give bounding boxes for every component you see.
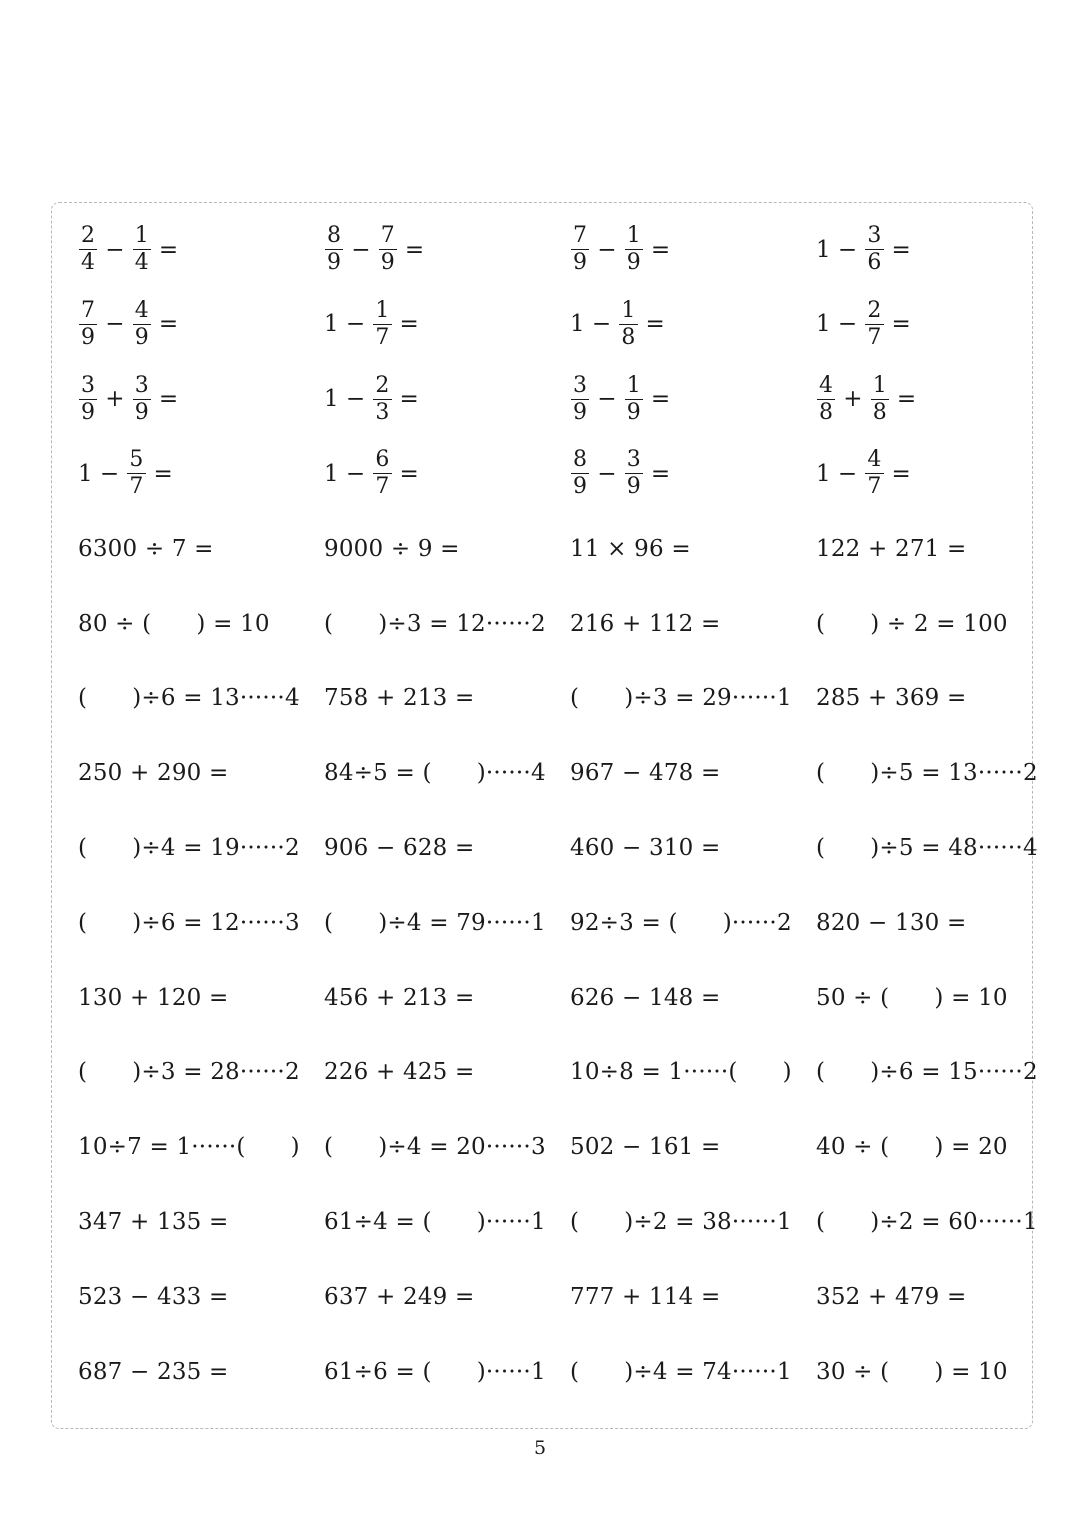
operator: − <box>345 386 366 413</box>
operator: − <box>597 386 617 413</box>
problem-cell <box>78 810 300 885</box>
problem-text: 687 − 235 = <box>78 1358 229 1385</box>
problem-row <box>52 661 1032 736</box>
problem-text: 523 − 433 = <box>78 1283 229 1310</box>
operator: = <box>404 236 425 263</box>
problem-text: 285 + 369 = <box>816 685 967 712</box>
fraction <box>571 373 589 426</box>
problem-cell <box>570 1035 792 1110</box>
denominator: 8 <box>872 399 887 425</box>
numerator: 1 <box>134 223 149 248</box>
problem-text: 30 ÷ ( ) = 10 <box>816 1358 1008 1385</box>
operator: − <box>99 460 120 487</box>
problem-text: 216 + 112 = <box>570 610 721 637</box>
problem-text: ( )÷4 = 20······3 <box>324 1134 546 1161</box>
number: 1 <box>816 236 831 263</box>
operator: = <box>399 311 420 338</box>
denominator: 4 <box>81 250 96 275</box>
problem-text: ( )÷6 = 12······3 <box>78 909 300 936</box>
problem-cell <box>570 960 720 1035</box>
problem-row <box>52 362 1032 437</box>
operator: − <box>105 311 125 338</box>
problem-text: ( )÷5 = 48······4 <box>816 834 1038 861</box>
fraction <box>379 223 397 276</box>
problem-cell <box>324 661 474 736</box>
denominator: 7 <box>375 324 390 350</box>
problem-text: 626 − 148 = <box>570 984 721 1011</box>
fraction <box>625 373 643 426</box>
operator: − <box>837 236 858 263</box>
problem-cell <box>78 1110 300 1185</box>
problem-text: 11 × 96 = <box>570 535 691 562</box>
problem-row <box>52 885 1032 960</box>
fraction <box>133 223 151 276</box>
problem-cell <box>78 1184 228 1259</box>
operator: = <box>650 460 671 487</box>
problem-cell <box>816 1184 1038 1259</box>
denominator: 9 <box>327 250 342 275</box>
numerator: 2 <box>81 223 96 248</box>
problem-text: ( )÷2 = 38······1 <box>570 1208 792 1235</box>
problem-cell <box>570 212 677 287</box>
problem-cell <box>78 362 185 437</box>
problem-cell <box>570 1334 792 1409</box>
problem-cell <box>324 287 426 362</box>
problem-text: 61÷4 = ( )······1 <box>324 1208 546 1235</box>
fraction <box>865 298 883 351</box>
denominator: 7 <box>867 474 882 500</box>
numerator: 3 <box>81 372 96 398</box>
numerator: 2 <box>375 372 390 398</box>
problem-text: 347 + 135 = <box>78 1208 229 1235</box>
problem-cell <box>816 287 918 362</box>
denominator: 9 <box>134 324 149 350</box>
problem-text: 226 + 425 = <box>324 1059 475 1086</box>
operator: − <box>345 311 366 338</box>
problem-text: 777 + 114 = <box>570 1283 721 1310</box>
fraction <box>373 447 391 500</box>
problem-cell <box>570 511 691 586</box>
problem-cell <box>570 1110 720 1185</box>
problem-row <box>52 1110 1032 1185</box>
problem-text: 6300 ÷ 7 = <box>78 535 214 562</box>
numerator: 8 <box>573 447 588 473</box>
problem-cell <box>570 1184 792 1259</box>
fraction <box>373 373 391 426</box>
problem-cell <box>570 362 677 437</box>
problem-cell <box>324 436 426 511</box>
problem-cell <box>570 586 720 661</box>
problem-cell <box>570 287 672 362</box>
numerator: 3 <box>626 447 641 473</box>
problem-cell <box>324 885 546 960</box>
denominator: 4 <box>134 250 149 275</box>
problem-cell <box>78 287 185 362</box>
problem-cell <box>570 810 720 885</box>
problem-row <box>52 1184 1038 1259</box>
number: 1 <box>324 311 339 338</box>
worksheet-frame <box>51 202 1038 1429</box>
fraction <box>571 223 589 276</box>
number: 1 <box>570 311 585 338</box>
problem-text: ( )÷4 = 74······1 <box>570 1358 792 1385</box>
problem-cell <box>78 1334 228 1409</box>
fraction <box>865 223 883 276</box>
problem-cell <box>78 736 228 811</box>
problem-text: ( )÷3 = 29······1 <box>570 685 792 712</box>
denominator: 7 <box>375 474 390 500</box>
problem-text: ( )÷6 = 13······4 <box>78 685 300 712</box>
problem-text: ( )÷4 = 19······2 <box>78 834 300 861</box>
operator: = <box>153 460 174 487</box>
numerator: 3 <box>134 372 149 398</box>
problem-text: ( )÷3 = 28······2 <box>78 1059 300 1086</box>
problem-cell <box>78 586 270 661</box>
denominator: 8 <box>621 324 636 350</box>
numerator: 7 <box>573 223 588 248</box>
problem-row <box>52 511 1032 586</box>
denominator: 6 <box>867 250 882 275</box>
problem-text: 906 − 628 = <box>324 834 475 861</box>
numerator: 8 <box>327 223 342 248</box>
operator: − <box>837 460 858 487</box>
fraction <box>79 298 97 351</box>
problem-cell <box>816 511 966 586</box>
denominator: 9 <box>573 250 588 275</box>
problem-row <box>52 212 1032 287</box>
operator: − <box>105 236 125 263</box>
problem-text: 10÷7 = 1······( ) <box>78 1134 300 1161</box>
numerator: 7 <box>380 223 395 248</box>
problem-text: ( )÷4 = 79······1 <box>324 909 546 936</box>
fraction <box>373 298 391 351</box>
operator: = <box>158 236 179 263</box>
problem-cell <box>816 661 966 736</box>
fraction <box>625 223 643 276</box>
fraction <box>817 373 835 426</box>
problem-cell <box>816 362 923 437</box>
problem-cell <box>816 212 918 287</box>
denominator: 7 <box>129 474 144 500</box>
problem-cell <box>570 436 677 511</box>
operator: − <box>351 236 371 263</box>
problem-text: 92÷3 = ( )······2 <box>570 909 792 936</box>
problem-row <box>52 287 1032 362</box>
problem-text: 250 + 290 = <box>78 760 229 787</box>
problem-text: ( ) ÷ 2 = 100 <box>816 610 1008 637</box>
problem-text: 637 + 249 = <box>324 1283 475 1310</box>
problem-cell <box>816 1035 1038 1110</box>
problem-cell <box>570 661 792 736</box>
problem-cell <box>78 436 180 511</box>
problem-text: 967 − 478 = <box>570 760 721 787</box>
problem-cell <box>78 212 185 287</box>
operator: = <box>645 311 666 338</box>
numerator: 4 <box>134 297 149 323</box>
problem-text: 456 + 213 = <box>324 984 475 1011</box>
problem-cell <box>78 511 214 586</box>
problem-row <box>52 960 1032 1035</box>
problem-text: 84÷5 = ( )······4 <box>324 760 546 787</box>
fraction <box>79 373 97 426</box>
problem-text: 9000 ÷ 9 = <box>324 535 460 562</box>
problem-cell <box>570 1259 720 1334</box>
numerator: 7 <box>81 297 96 323</box>
operator: = <box>158 311 179 338</box>
problem-cell <box>78 885 300 960</box>
numerator: 1 <box>872 372 887 398</box>
number: 1 <box>816 460 831 487</box>
problem-cell <box>816 586 1008 661</box>
denominator: 9 <box>573 474 588 500</box>
problem-row <box>52 810 1038 885</box>
denominator: 3 <box>375 399 390 425</box>
fraction <box>625 447 643 500</box>
problem-cell <box>324 1184 546 1259</box>
problem-cell <box>324 960 474 1035</box>
problem-text: ( )÷2 = 60······1 <box>816 1208 1038 1235</box>
problem-cell <box>816 1110 1008 1185</box>
numerator: 1 <box>626 372 641 398</box>
denominator: 9 <box>81 324 96 350</box>
operator: = <box>891 311 912 338</box>
problem-text: 758 + 213 = <box>324 685 475 712</box>
problem-row <box>52 586 1032 661</box>
problem-cell <box>324 1035 474 1110</box>
operator: = <box>891 460 912 487</box>
problem-text: 40 ÷ ( ) = 20 <box>816 1134 1008 1161</box>
problem-cell <box>816 810 1038 885</box>
denominator: 9 <box>134 399 149 425</box>
operator: − <box>591 311 612 338</box>
problem-cell <box>78 1035 300 1110</box>
denominator: 7 <box>867 324 882 350</box>
number: 1 <box>78 460 93 487</box>
operator: = <box>891 236 912 263</box>
numerator: 4 <box>819 372 834 398</box>
problem-cell <box>324 1259 474 1334</box>
problem-text: 122 + 271 = <box>816 535 967 562</box>
fraction <box>127 447 145 500</box>
problem-cell <box>816 960 1008 1035</box>
operator: = <box>158 386 179 413</box>
problem-cell <box>324 1110 546 1185</box>
numerator: 1 <box>375 297 390 323</box>
numerator: 2 <box>867 297 882 323</box>
number: 1 <box>324 386 339 413</box>
fraction <box>325 223 343 276</box>
operator: − <box>345 460 366 487</box>
denominator: 9 <box>626 399 641 425</box>
problem-cell <box>324 810 474 885</box>
numerator: 4 <box>867 447 882 473</box>
problem-text: 130 + 120 = <box>78 984 229 1011</box>
numerator: 5 <box>129 447 144 473</box>
problem-cell <box>816 436 918 511</box>
fraction <box>619 298 637 351</box>
fraction <box>133 298 151 351</box>
fraction <box>571 447 589 500</box>
problem-cell <box>570 736 720 811</box>
problem-text: 502 − 161 = <box>570 1134 721 1161</box>
numerator: 6 <box>375 447 390 473</box>
numerator: 3 <box>573 372 588 398</box>
problem-cell <box>324 1334 546 1409</box>
denominator: 9 <box>573 399 588 425</box>
fraction <box>133 373 151 426</box>
problem-cell <box>78 960 228 1035</box>
problem-text: 352 + 479 = <box>816 1283 967 1310</box>
operator: = <box>896 386 917 413</box>
problem-cell <box>816 1259 966 1334</box>
problem-text: 10÷8 = 1······( ) <box>570 1059 792 1086</box>
problem-row <box>52 1259 1032 1334</box>
numerator: 3 <box>867 223 882 248</box>
problem-cell <box>816 736 1038 811</box>
operator: = <box>399 386 420 413</box>
problem-text: ( )÷3 = 12······2 <box>324 610 546 637</box>
problem-text: 50 ÷ ( ) = 10 <box>816 984 1008 1011</box>
problem-cell <box>570 885 792 960</box>
numerator: 1 <box>626 223 641 248</box>
problem-text: 460 − 310 = <box>570 834 721 861</box>
problem-text: ( )÷6 = 15······2 <box>816 1059 1038 1086</box>
number: 1 <box>816 311 831 338</box>
problem-row <box>52 1334 1032 1409</box>
operator: = <box>399 460 420 487</box>
problem-cell <box>324 586 546 661</box>
denominator: 8 <box>819 399 834 425</box>
numerator: 1 <box>621 297 636 323</box>
problem-text: 80 ÷ ( ) = 10 <box>78 610 270 637</box>
page-number: 5 <box>533 1437 547 1459</box>
problem-cell <box>816 1334 1008 1409</box>
problem-cell <box>324 212 431 287</box>
operator: − <box>597 236 617 263</box>
denominator: 9 <box>626 474 641 500</box>
problem-row <box>52 1035 1038 1110</box>
problem-cell <box>324 736 546 811</box>
denominator: 9 <box>626 250 641 275</box>
operator: − <box>837 311 858 338</box>
operator: = <box>650 386 671 413</box>
operator: = <box>650 236 671 263</box>
problem-cell <box>78 1259 228 1334</box>
problem-cell <box>324 362 426 437</box>
number: 1 <box>324 460 339 487</box>
fraction <box>871 373 889 426</box>
problem-text: ( )÷5 = 13······2 <box>816 760 1038 787</box>
operator: + <box>105 386 125 413</box>
problem-cell <box>816 885 966 960</box>
fraction <box>865 447 883 500</box>
fraction <box>79 223 97 276</box>
problem-row <box>52 736 1038 811</box>
problem-cell <box>324 511 460 586</box>
problem-text: 820 − 130 = <box>816 909 967 936</box>
operator: − <box>597 460 617 487</box>
problem-text: 61÷6 = ( )······1 <box>324 1358 546 1385</box>
denominator: 9 <box>81 399 96 425</box>
denominator: 9 <box>380 250 395 275</box>
operator: + <box>843 386 863 413</box>
problem-cell <box>78 661 300 736</box>
problem-row <box>52 436 1032 511</box>
